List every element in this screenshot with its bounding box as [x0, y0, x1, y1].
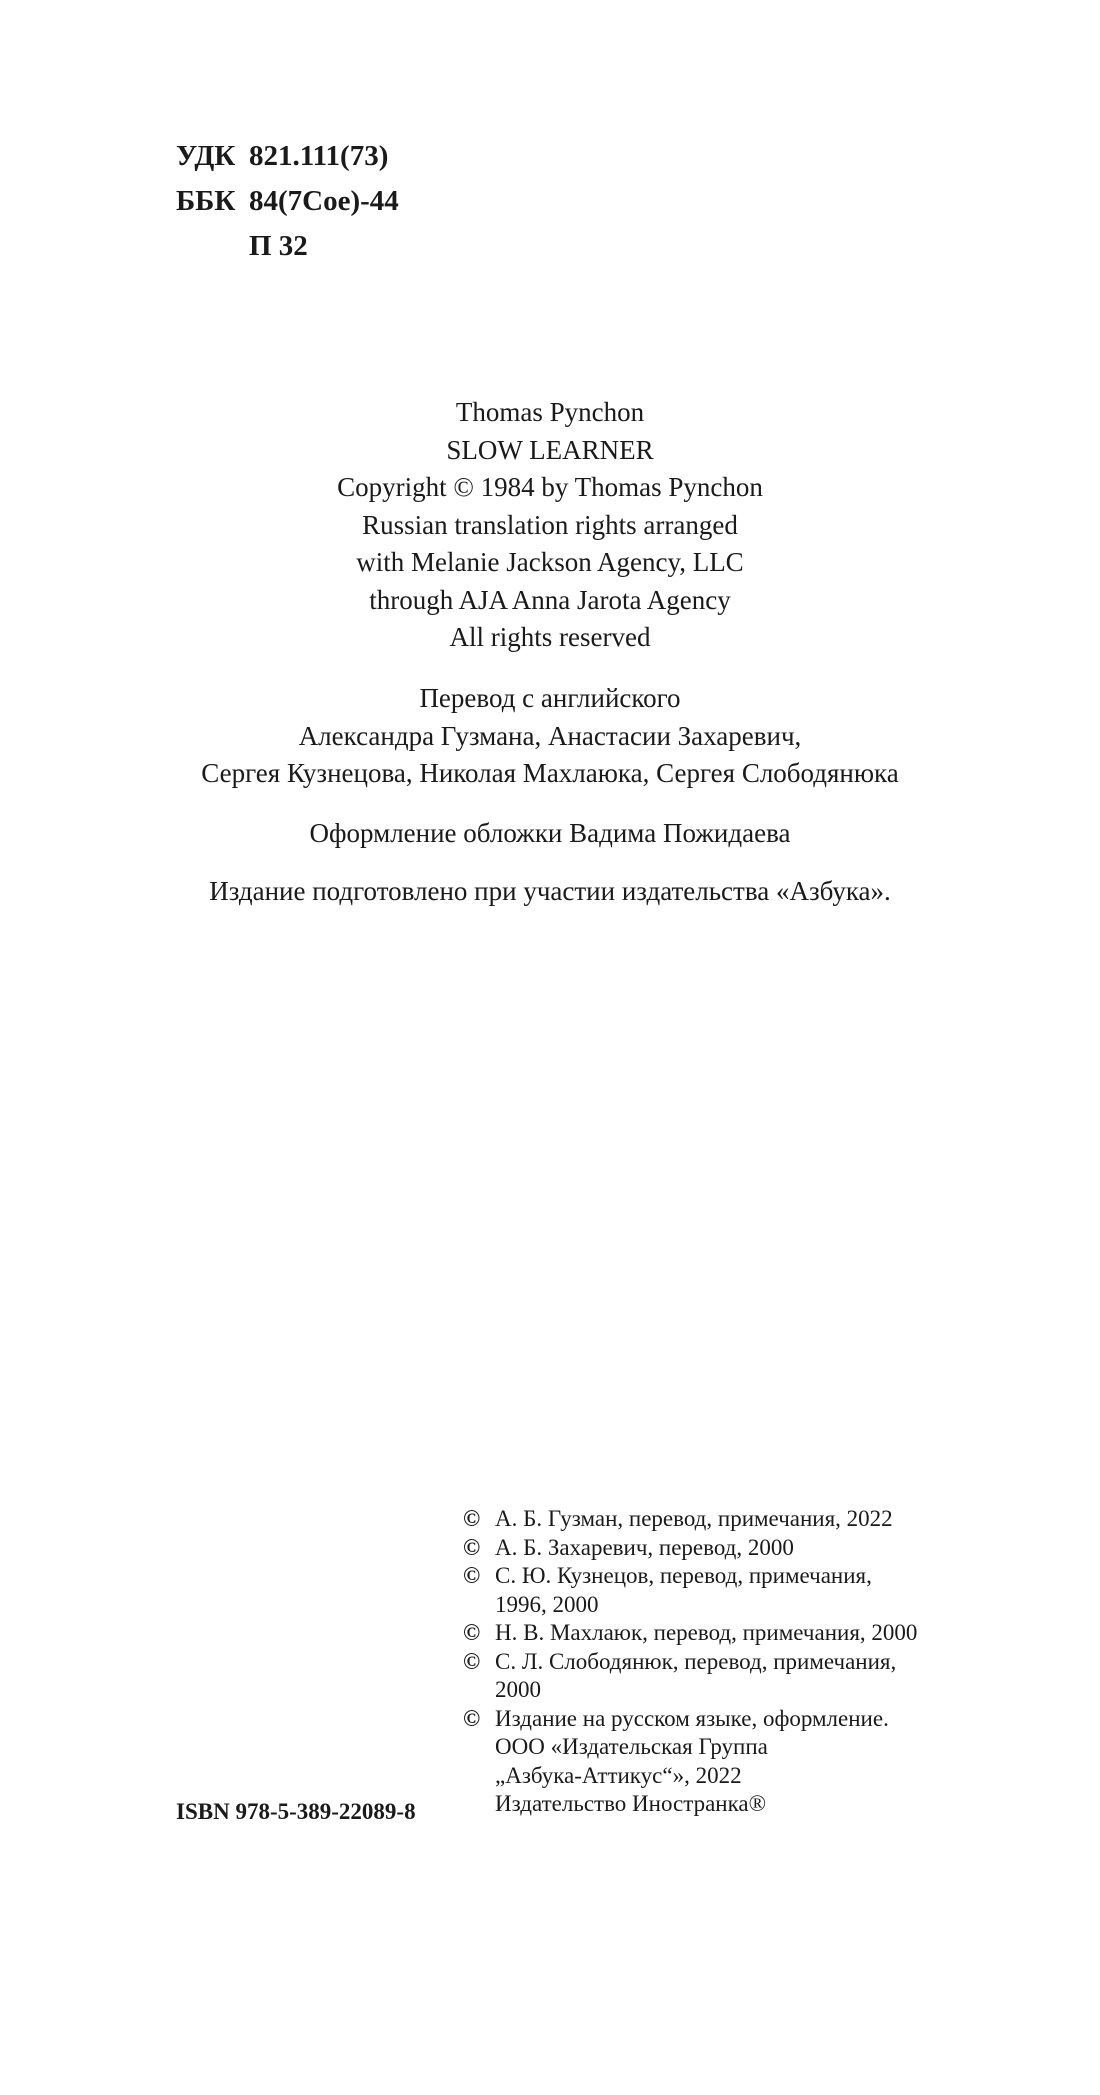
udk-value: 821.111(73) [249, 140, 389, 172]
copyright-line: С. Ю. Кузнецов, перевод, примечания, [495, 1563, 872, 1588]
rights-line: Russian translation rights arranged [362, 509, 738, 540]
copyright-item [460, 1648, 960, 1705]
rights-line: SLOW LEARNER [446, 434, 654, 465]
udk-label: УДК [176, 140, 236, 172]
copyright-list [460, 1505, 960, 1819]
bbk-row [176, 179, 399, 224]
translation-credits [0, 680, 1100, 793]
rights-line: All rights reserved [449, 622, 651, 652]
copyright-line: ООО «Издательская Группа [495, 1734, 768, 1759]
bbk-value: 84(7Сое)-44 [249, 185, 399, 217]
copyright-symbol: © [463, 1563, 481, 1588]
copyright-item [460, 1705, 960, 1819]
copyright-item [460, 1619, 960, 1648]
translation-line: Александра Гузмана, Анастасии Захаревич, [298, 720, 802, 751]
copyright-symbol: © [463, 1620, 481, 1645]
rights-line: through AJA Anna Jarota Agency [369, 584, 731, 615]
copyright-line: А. Б. Захаревич, перевод, 2000 [495, 1534, 794, 1560]
copyright-symbol: © [463, 1705, 481, 1731]
copyright-line: „Азбука-Аттикус“», 2022 [495, 1762, 742, 1788]
copyright-item [460, 1534, 960, 1563]
copyright-line: Издательство Иностранка® [495, 1791, 767, 1816]
copyright-symbol: © [463, 1534, 481, 1560]
copyright-item [460, 1562, 960, 1619]
prepared-note: Издание подготовлено при участии издательства «Азбука». [209, 876, 891, 906]
copyright-line: А. Б. Гузман, перевод, примечания, 2022 [495, 1506, 893, 1531]
rights-block [0, 394, 1100, 657]
copyright-line: С. Л. Слободянюк, перевод, примечания, [495, 1648, 897, 1674]
author-mark-row [176, 224, 399, 269]
copyright-symbol: © [463, 1506, 481, 1531]
rights-line: Thomas Pynchon [455, 397, 645, 427]
copyright-symbol: © [463, 1648, 481, 1674]
copyright-item [460, 1505, 960, 1534]
author-mark: П 32 [249, 230, 308, 262]
classification-block [176, 134, 399, 269]
isbn: ISBN 978-5-389-22089-8 [176, 1799, 416, 1824]
bbk-label: ББК [176, 185, 236, 217]
translation-line: Перевод с английского [419, 683, 681, 713]
cover-design-credit: Оформление обложки Вадима Пожидаева [309, 818, 791, 848]
rights-line: with Melanie Jackson Agency, LLC [356, 547, 744, 577]
copyright-line: 1996, 2000 [495, 1591, 599, 1617]
copyright-line: Издание на русском языке, оформление. [495, 1705, 889, 1731]
copyright-line: 2000 [495, 1677, 541, 1702]
rights-line: Copyright © 1984 by Thomas Pynchon [337, 472, 763, 502]
udk-row [176, 134, 399, 179]
translation-line: Сергея Кузнецова, Николая Махлаюка, Сергея Слободянюка [201, 758, 899, 788]
copyright-line: Н. В. Махлаюк, перевод, примечания, 2000 [495, 1620, 918, 1645]
